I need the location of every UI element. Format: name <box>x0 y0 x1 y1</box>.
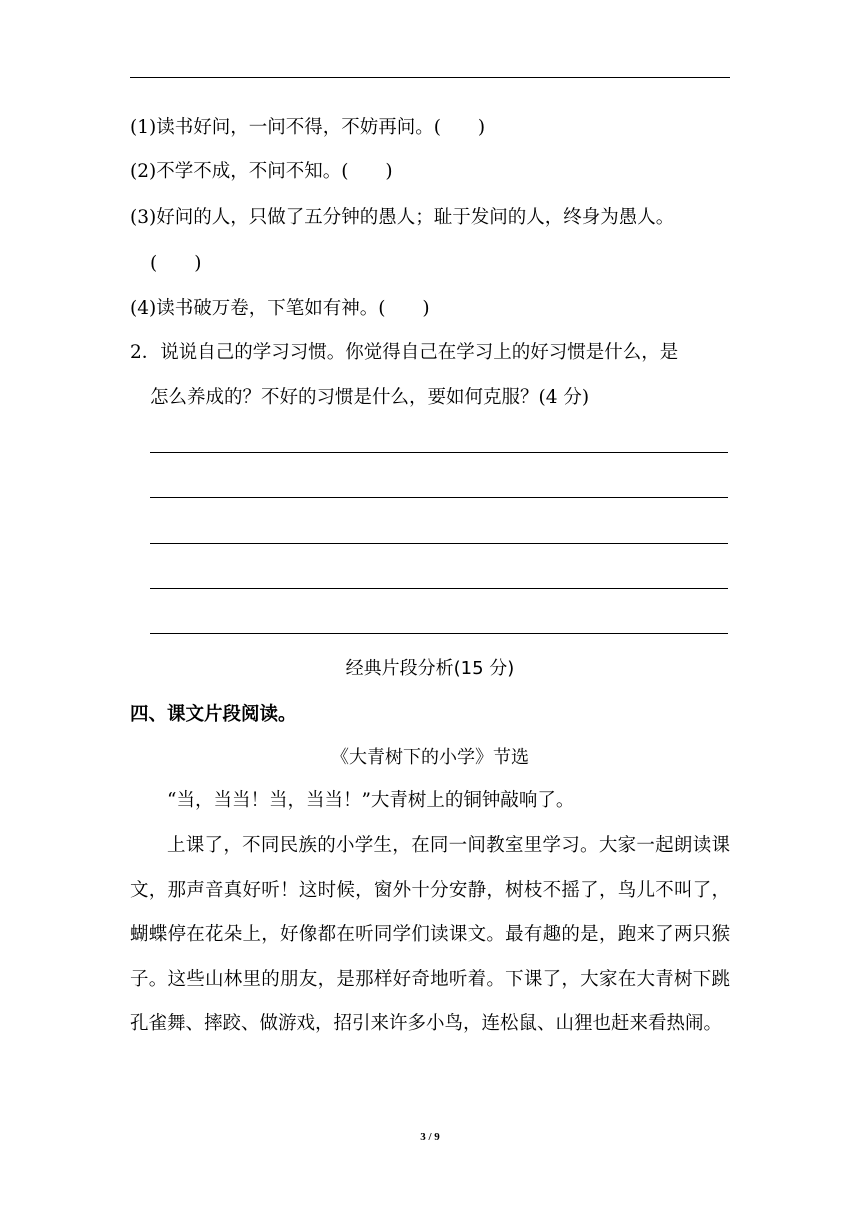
passage-title: 《大青树下的小学》节选 <box>331 747 529 768</box>
item-2: (2)不学不成，不问不知。( ) <box>130 161 393 182</box>
part-4-heading: 四、课文片段阅读。 <box>130 704 297 725</box>
passage-paragraph-1: “当，当当！当，当当！”大青树上的铜钟敲响了。 <box>167 790 575 811</box>
passage-paragraph-2: 上课了，不同民族的小学生，在同一间教室里学习。大家一起朗读课文，那声音真好听！这时候，窗外十分安静，树枝不摇了，鸟儿不叫了，蝴蝶停在花朵上，好像都在听同学们读课文。最有趣的是，跑来了两只猴子。这些山林里的朋友，是那样好奇地听着。下课了，大家在大青树下跳孔雀舞、摔跤、做游戏，招引来许多小鸟，连松鼠、山狸也赶来看热闹。 <box>130 835 730 1034</box>
item-4: (4)读书破万卷，下笔如有神。( ) <box>130 298 430 319</box>
question-2-line-2: 怎么养成的？不好的习惯是什么，要如何克服？(4 分) <box>150 387 590 408</box>
answer-line[interactable] <box>150 588 728 589</box>
answer-line[interactable] <box>150 452 728 453</box>
section-title: 经典片段分析(15 分) <box>345 658 515 679</box>
answer-line[interactable] <box>150 633 728 634</box>
answer-line[interactable] <box>150 543 728 544</box>
item-3-blank: ( ) <box>150 253 202 274</box>
answer-line[interactable] <box>150 497 728 498</box>
item-1: (1)读书好问，一问不得，不妨再问。( ) <box>130 117 486 138</box>
page-number: 3 / 9 <box>420 1131 440 1143</box>
header-rule <box>130 77 730 78</box>
item-3: (3)好问的人，只做了五分钟的愚人；耻于发问的人，终身为愚人。 <box>130 207 675 228</box>
question-2-line-1: 2．说说自己的学习习惯。你觉得自己在学习上的好习惯是什么，是 <box>130 342 679 363</box>
